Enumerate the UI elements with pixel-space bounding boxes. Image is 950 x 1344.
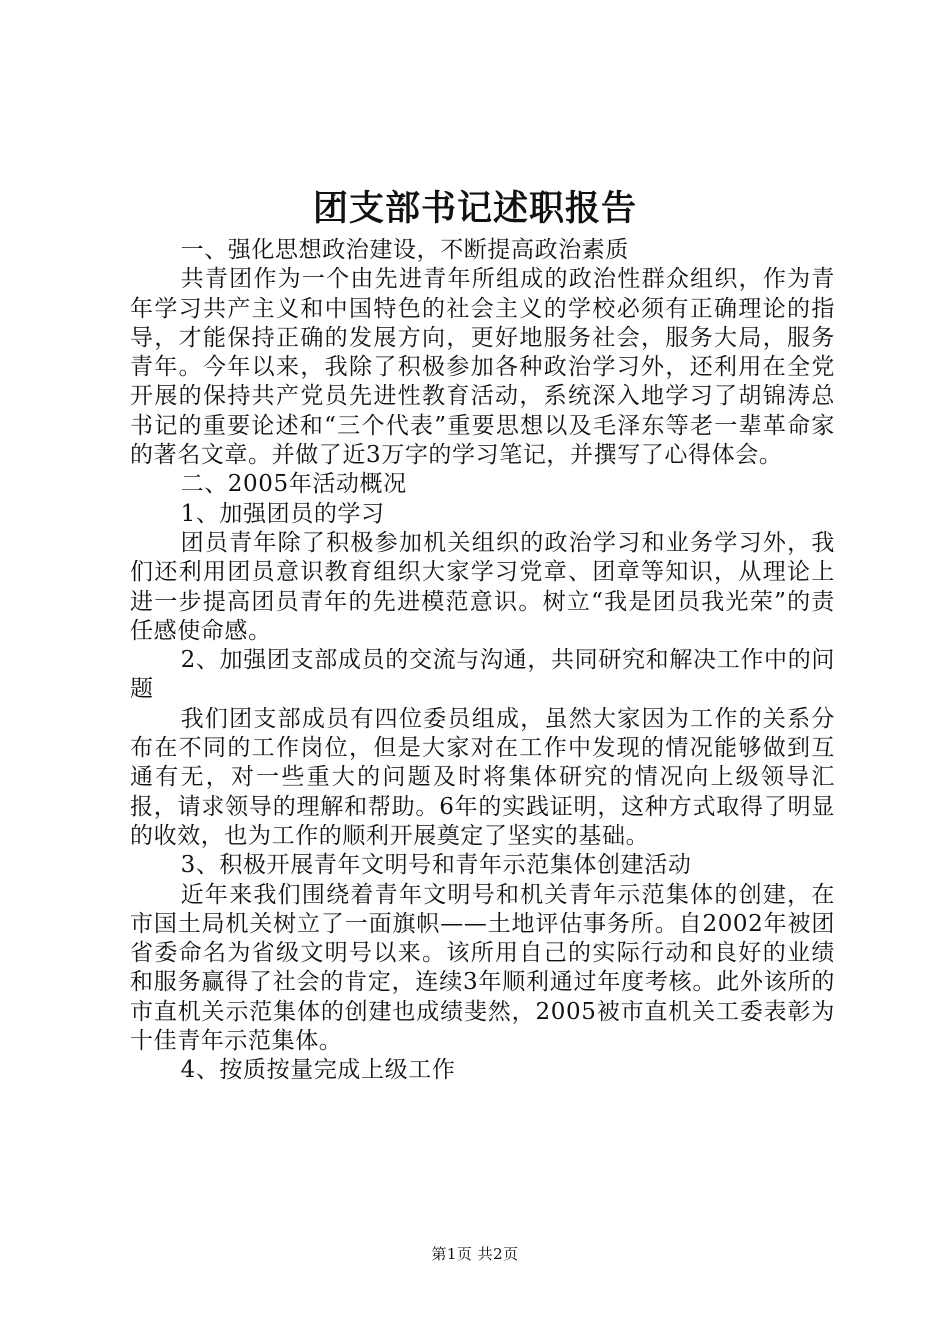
subsection-heading-2: 2、加强团支部成员的交流与沟通，共同研究和解决工作中的问题: [130, 647, 835, 703]
document-title: 团支部书记述职报告: [312, 188, 637, 229]
document-body: [130, 236, 835, 1086]
section-heading-2: 二、2005年活动概况: [180, 471, 407, 498]
body-paragraph: 我们团支部成员有四位委员组成，虽然大家因为工作的关系分布在不同的工作岗位，但是大家对在工作中发现的情况能够做到互通有无，对一些重大的问题及时将集体研究的情况向上级领导汇报，请求领导的理解和帮助。6年的实践证明，这种方式取得了明显的收效，也为工作的顺利开展奠定了坚实的基础。: [130, 705, 835, 849]
page-number-footer: 第1页 共2页: [431, 1245, 519, 1263]
subsection-heading-4: 4、按质按量完成上级工作: [180, 1057, 456, 1084]
body-paragraph: 近年来我们围绕着青年文明号和机关青年示范集体的创建，在市国土局机关树立了一面旗帜——土地评估事务所。自2002年被团省委命名为省级文明号以来。该所用自己的实际行动和良好的业绩和服务赢得了社会的肯定，连续3年顺利通过年度考核。此外该所的市直机关示范集体的创建也成绩斐然，2005被市直机关工委表彰为十佳青年示范集体。: [130, 881, 835, 1055]
body-paragraph: 共青团作为一个由先进青年所组成的政治性群众组织，作为青年学习共产主义和中国特色的社会主义的学校必须有正确理论的指导，才能保持正确的发展方向，更好地服务社会，服务大局，服务青年。今年以来，我除了积极参加各种政治学习外，还利用在全党开展的保持共产党员先进性教育活动，系统深入地学习了胡锦涛总书记的重要论述和“三个代表”重要思想以及毛泽东等老一辈革命家的著名文章。并做了近3万字的学习笔记，并撰写了心得体会。: [130, 266, 835, 469]
subsection-heading-1: 1、加强团员的学习: [180, 500, 385, 527]
section-heading-1: 一、强化思想政治建设，不断提高政治素质: [180, 237, 629, 263]
subsection-heading-3: 3、积极开展青年文明号和青年示范集体创建活动: [180, 852, 692, 879]
body-paragraph: 团员青年除了积极参加机关组织的政治学习和业务学习外，我们还利用团员意识教育组织大家学习党章、团章等知识，从理论上进一步提高团员青年的先进模范意识。树立“我是团员我光荣”的责任感使命感。: [130, 529, 835, 644]
